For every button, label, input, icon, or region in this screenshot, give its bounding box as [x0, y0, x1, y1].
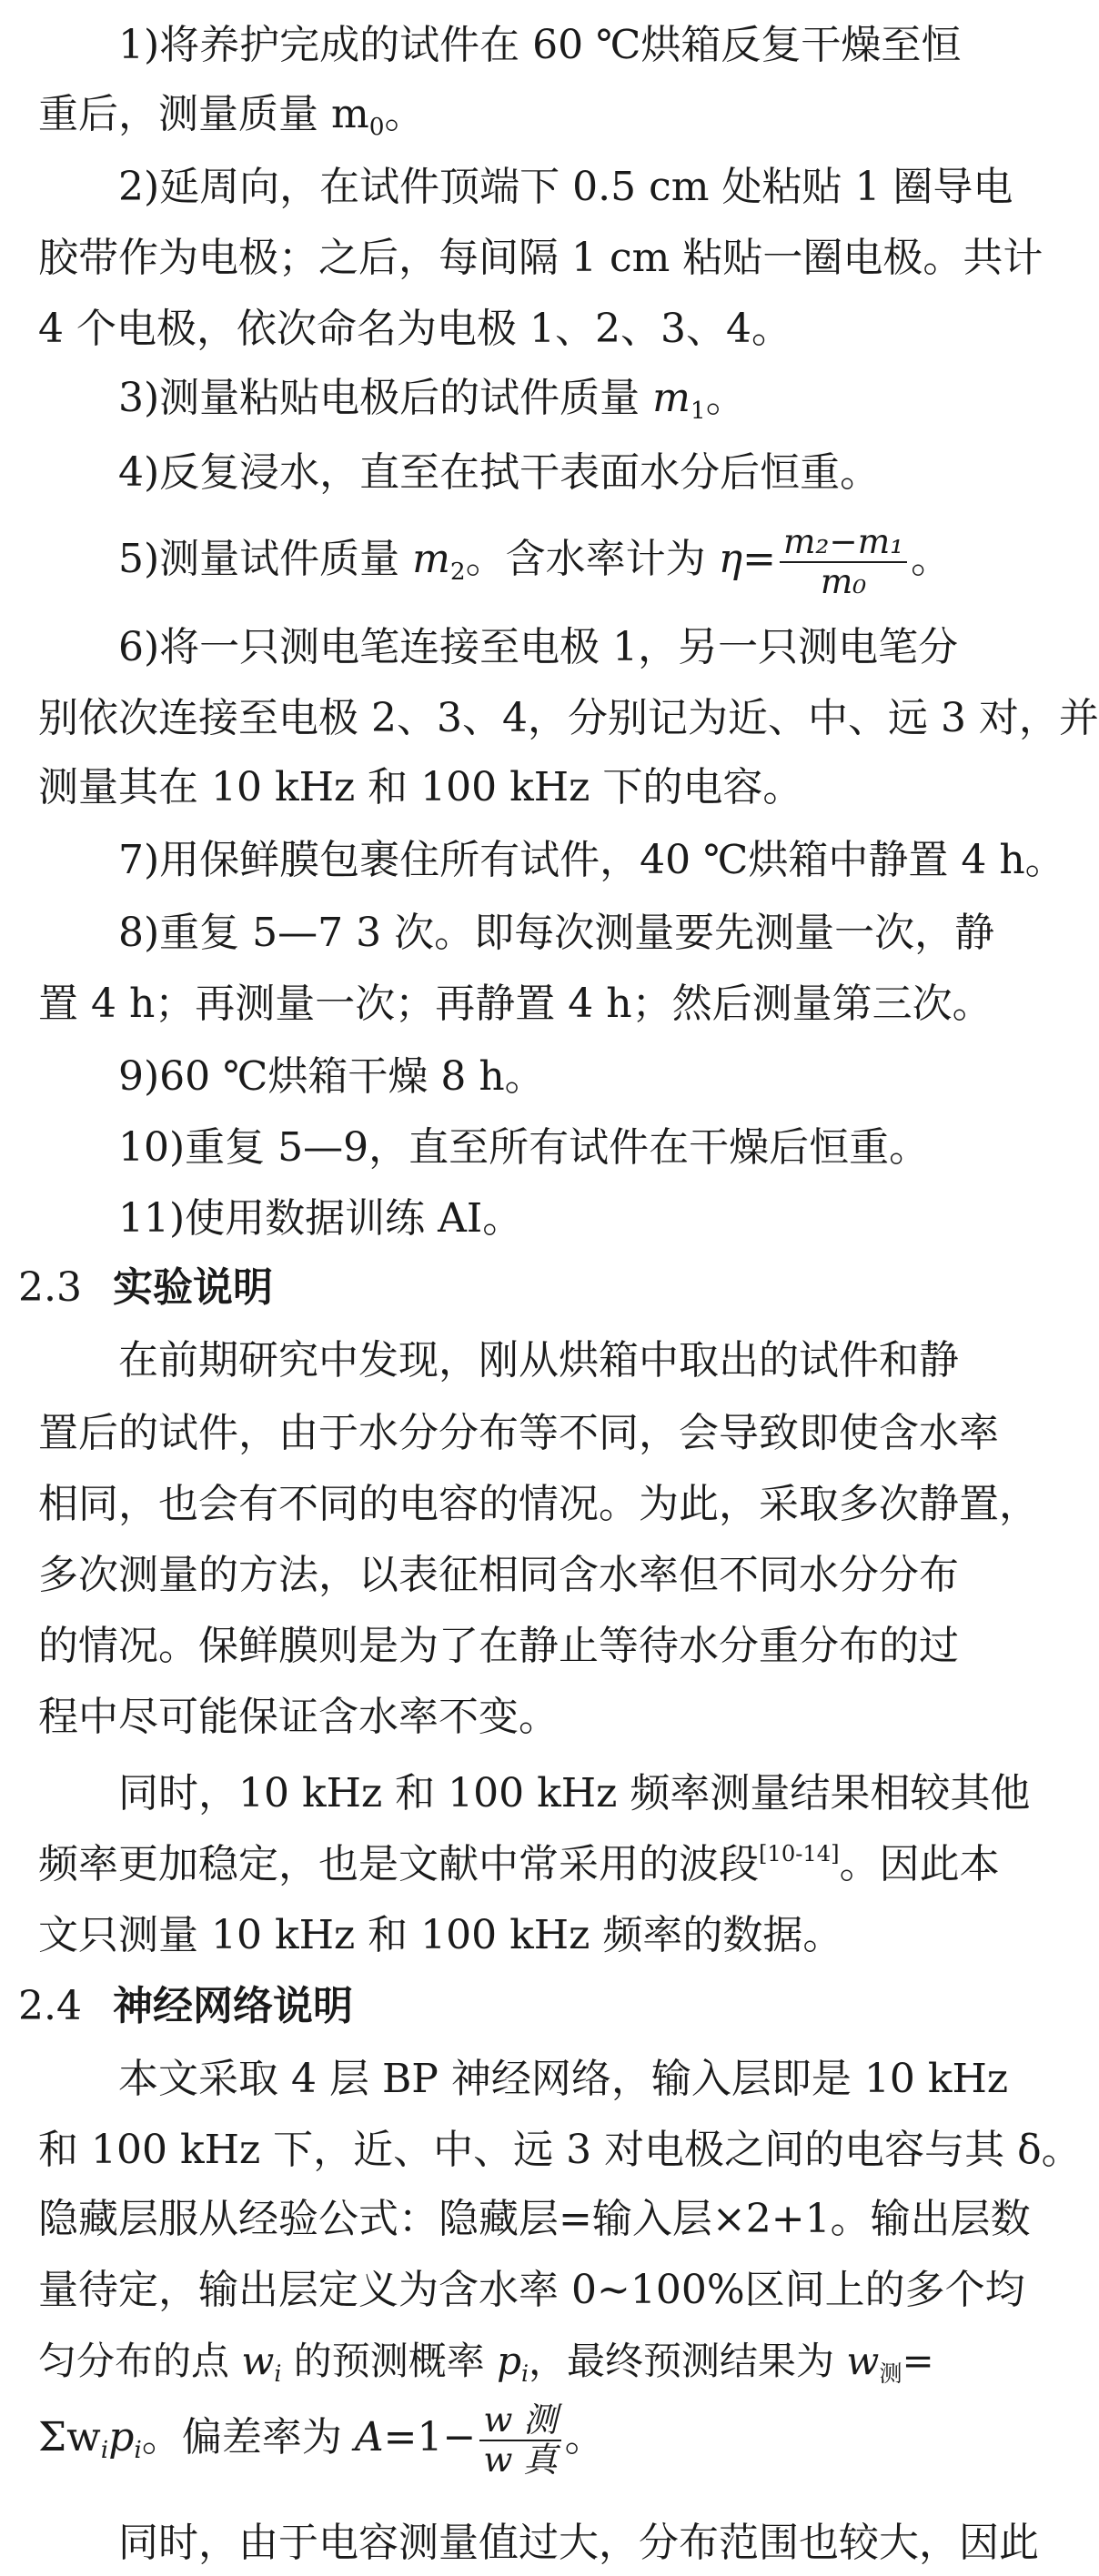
step-10-line: 10)重复 5—9，直至所有试件在干燥后恒重。 [118, 1124, 930, 1171]
sec24-para1-line1: 本文采取 4 层 BP 神经网络，输入层即是 10 kHz [118, 2056, 1009, 2102]
sec23-para2-line1: 同时，10 kHz 和 100 kHz 频率测量结果相较其他 [118, 1770, 1031, 1816]
sec23-para1-line3: 相同，也会有不同的电容的情况。为此，采取多次静置， [38, 1481, 1039, 1527]
citation-ref: [10-14] [759, 1840, 840, 1867]
sec24-para1-line2: 和 100 kHz 下，近、中、远 3 对电极之间的电容与其 δ。 [38, 2127, 1082, 2173]
step-6-line-2: 别依次连接至电极 2、3、4，分别记为近、中、远 3 对，并 [38, 695, 1099, 741]
step-8-line-1: 8)重复 5—7 3 次。即每次测量要先测量一次，静 [118, 910, 995, 956]
section-2-3-heading: 2.3 实验说明 [18, 1264, 273, 1311]
sec23-para2-line2: 频率更加稳定，也是文献中常采用的波段[10-14]。因此本 [38, 1840, 1000, 1887]
step-6-line-1: 6)将一只测电笔连接至电极 1，另一只测电笔分 [118, 624, 959, 670]
sec23-para2-line3: 文只测量 10 kHz 和 100 kHz 频率的数据。 [38, 1912, 843, 1958]
step-1-line-1: 1)将养护完成的试件在 60 ℃烘箱反复干燥至恒 [118, 22, 962, 68]
step-1-line-2: 重后，测量质量 m0。 [38, 91, 425, 141]
sec24-para1-line4: 量待定，输出层定义为含水率 0~100%区间上的多个均 [38, 2267, 1025, 2313]
sec23-para1-line4: 多次测量的方法，以表征相同含水率但不同水分分布 [38, 1552, 959, 1598]
sec23-para1-line5: 的情况。保鲜膜则是为了在静止等待水分重分布的过 [38, 1623, 959, 1669]
step-3-line: 3)测量粘贴电极后的试件质量 m1。 [118, 375, 746, 425]
step-2-line-2: 胶带作为电极；之后，每间隔 1 cm 粘贴一圈电极。共计 [38, 235, 1044, 281]
step-8-line-2: 置 4 h；再测量一次；再静置 4 h；然后测量第三次。 [38, 981, 993, 1027]
sec23-para1-line2: 置后的试件，由于水分分布等不同，会导致即使含水率 [38, 1410, 999, 1456]
step-9-line: 9)60 ℃烘箱干燥 8 h。 [118, 1053, 545, 1100]
sec24-para1-line3: 隐藏层服从经验公式：隐藏层=输入层×2+1。输出层数 [38, 2196, 1031, 2242]
deviation-rate-fraction: $\frac{\text{w 测}}{\text{w 真}}$ [479, 2401, 560, 2478]
sec24-para2-line1: 同时，由于电容测量值过大，分布范围也较大，因此 [118, 2520, 1039, 2566]
step-11-line: 11)使用数据训练 AI。 [118, 1195, 523, 1242]
step-4-line: 4)反复浸水，直至在拭干表面水分后恒重。 [118, 449, 881, 496]
moisture-content-fraction: $\frac{\text{m₂−m₁}}{\text{m₀}}$ [780, 523, 907, 599]
sec24-para1-line6: Σwipi。偏差率为 A=1− $\frac{\text{w 测}}{\text{w 真}}$ 。 [38, 2400, 605, 2480]
sec23-para1-line1: 在前期研究中发现，刚从烘箱中取出的试件和静 [118, 1337, 959, 1384]
step-7-line: 7)用保鲜膜包裹住所有试件，40 ℃烘箱中静置 4 h。 [118, 837, 1065, 883]
step-2-line-1: 2)延周向，在试件顶端下 0.5 cm 处粘贴 1 圈导电 [118, 164, 1013, 210]
step-5-line: 5)测量试件质量 m2。含水率计为 η= $\frac{\text{m₂−m₁}}{\text{m₀}}$ 。 [118, 521, 952, 601]
sec23-para1-line6: 程中尽可能保证含水率不变。 [38, 1694, 559, 1740]
step-2-line-3: 4 个电极，依次命名为电极 1、2、3、4。 [38, 306, 791, 352]
sec24-para1-line5: 匀分布的点 wi 的预测概率 pi，最终预测结果为 w测= [38, 2339, 934, 2387]
section-2-4-heading: 2.4 神经网络说明 [18, 1983, 353, 2029]
step-6-line-3: 测量其在 10 kHz 和 100 kHz 下的电容。 [38, 764, 803, 810]
